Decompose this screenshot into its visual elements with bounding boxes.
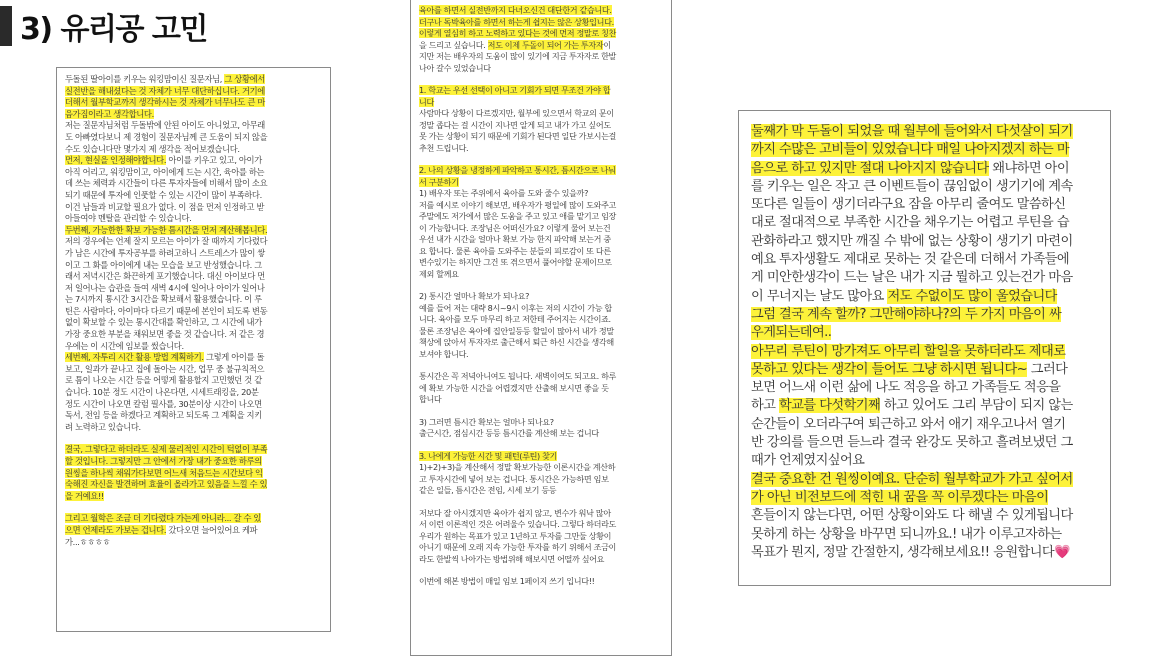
highlighted-text: 그 상황에서 실전반을 해내셨다는 것 자체가 너무 대단하십니다. 거기에 더해서 월부학교까지 생각하시는 것 자체가 너무나도 큰 마 음가짐이라고 생각합니다. (65, 74, 265, 119)
highlighted-text: 저도 수없이도 많이 울었습니다 그럼 결국 계속 할까? 그만해야하나?의 두 가지 마음이 싸 우게되는데여.. 아무리 루틴이 망가져도 아무리 할일을 못하더라도 제대로 못하고 있다는 생각이 들어도 그냥 하시면 됩니다~ (751, 288, 1066, 377)
body-text: 3) 그러면 틈시간 확보는 얼마나 되나요? 출근시간, 점심시간 등등 틈시간를 계산해 보는 겁니다 (419, 416, 599, 438)
body-text: 을 드리고 싶습니다. (419, 39, 488, 50)
body-text: 갔다오면 늘어있어요 케파 가...ㅎㅎㅎㅎ (65, 524, 258, 547)
answer-text-1 (65, 74, 324, 548)
page-title: 3) 유리공 고민 (20, 12, 207, 47)
paragraph-gap (419, 406, 665, 417)
highlighted-text: 저도 이제 두돌이 되어 가는 투자자 (487, 39, 604, 50)
highlighted-text: 결국, 그렇다고 하더라도 실제 물리적인 시간이 턱없이 부족 할 것입니다. 그렇지만 그 안에서 가장 내가 중요한 하루의 원씽을 하나씩 채워가다보면 어느새 처음드는 시간보다 익 숙해진 자신을 발견하며 효율이 올라가고 있음을 느낄 수 있 을 거예요!! (65, 444, 268, 501)
highlighted-text: 2. 나의 상황을 냉정하게 파악하고 통시간, 틈시간으로 나눠 서 구분하기 (419, 165, 616, 187)
body-text: 왜냐하면 아이 를 키우는 일은 작고 큰 이벤트들이 끊임없이 생기기에 계속 또다른 일들이 생기더라구요 잠을 아무리 줄여도 말씀하신 대로 절대적으로 부족한 시간을 채우기는 어렵고 루틴을 습 관화하라고 했지만 깨질 수 밖에 없는 상황이 생기기 마련이 예요 투자생활도 제대로 못하는 것 같은데 더해서 가족들에 게 미안한생각이 드는 날은 내가 지금 뭘하고 있는건가 마음 이 무너지는 날도 많아요 (751, 160, 1073, 304)
body-text: 저보다 잘 아시겠지만 육아가 쉽지 않고, 변수가 워낙 많아 서 이런 이론적인 것은 어려울수 있습니다. 그렇다 하더라도 우리가 원하는 목표가 있고 1년하고 투자를 그만둘 상황이 아니기 때문에 오래 지속 가능한 투자를 하기 위해서 조금이 라도 한발씩 나아가는 방법위해 해보시면 어떨까 싶어요 (419, 507, 617, 564)
body-text: 두돌된 딸아이를 키우는 워킹맘이신 질문자님, (65, 74, 225, 84)
paragraph-gap (419, 565, 665, 576)
paragraph-gap (419, 154, 665, 165)
paragraph-gap (65, 502, 324, 513)
paragraph-gap (65, 433, 324, 444)
body-text: 저의 경우에는 언제 잘지 모르는 아이가 잘 때까지 기다렸다 가 남은 시간에 투자공부를 하려고하니 스트레스가 많이 쌓 이고 그 화를 아이에게 내는 모습을 보고 반성했습니다. 그 래서 저녁시간은 화끈하게 포기했습니다. 대신 아이보다 먼 저 일어나는 습관을 들여 새벽 4시에 일어나 아이가 일어나 는 7시까지 통시간 3시간을 확보해서 활용했습니다. 이 루 틴은 사람마다, 아이마다 다르기 때문에 본인이 되도록 변동 없이 확보할 수 있는 통시간대를 확인하고, 그 시간에 내가 가장 중요한 부분을 채워보면 좋을 것 같습니다. 저 같은 경 우에는 이 시간에 임보를 썼습니다. (65, 236, 268, 351)
answer-card-3 (738, 110, 1111, 586)
highlighted-text: 육아를 하면서 실전반까지 다녀오신건 대단한거 같습니다. 더구나 독박육아를 하면서 하는게 쉽지는 않은 상황입니다. 이렇게 열심히 하고 노력하고 있다는 것에 먼저 정말로 칭찬 (419, 5, 617, 38)
answer-card-1 (56, 67, 331, 632)
highlighted-text: 두번째, 가능한한 확보 가능한 틈시간을 먼저 계산해봅니다. (65, 224, 268, 235)
paragraph-gap (419, 280, 665, 291)
body-text: 그러다 보면 어느새 이런 삶에 나도 적응을 하고 가족들도 적응을 하고 (751, 361, 1068, 414)
highlighted-text: 그리고 월학은 조금 더 기다렸다 가는게 아니라... 갈 수 있 으면 언제라도 가보는 겁니다. (65, 513, 262, 535)
body-text: 사람마다 상황이 다르겠지만, 월부에 있으면서 학교의 문이 정말 좁다는 걸 시간이 지나면 알게 되고 내가 가고 싶어도 못 가는 상황이 되기 때문에 기회가 된다면 일단 가보시는걸 추천 드립니다. (419, 108, 617, 153)
body-text: 이 지만 저는 배우자의 도움이 많이 있기에 지금 투자자로 한발 나아 갈수 있었습니다 (419, 39, 617, 73)
paragraph-gap (419, 440, 665, 451)
paragraph-gap (419, 360, 665, 371)
body-text: 통시간은 꼭 저녁아니여도 됩니다. 새벽이여도 되고요. 하루 에 확보 가능한 시간을 어렵겠지만 산출해 보시면 좋을 듯 합니다 (419, 371, 617, 404)
answer-text-3 (751, 123, 1100, 562)
body-text: 그렇게 아이를 돌 보고, 일과가 끝나고 집에 돌아는 시간, 업무 중 불규칙적으 로 틈이 나오는 시간 등을 어떻게 활용할지 고민했던 것 같 습니다. 10분 정도 시간이 나온다면, 시세트래킹을, 20분 정도 시간이 나오면 칼럼 필사를, 30분이상 시간이 나오면 독서, 전임 등을 하겠다고 계획하고 되도록 그 계획을 지키 려 노력하고 있습니다. (65, 352, 265, 432)
highlighted-text: 3. 나에게 가능한 시간 및 패턴(루틴) 찾기 (419, 450, 558, 461)
body-text: 이번에 해본 방법이 매일 임보 1페이지 쓰기 입니다!! (419, 576, 595, 586)
highlighted-text: 1. 학교는 우선 선택이 아니고 기회가 되면 무조건 가야 합 니다 (419, 85, 611, 107)
body-text: 하고 있어도 그리 부담이 되지 않는 순간들이 오더라구여 퇴근하고 와서 애기 재우고나서 열기 반 강의를 들으면 듣느라 결국 완강도 못하고 흘려보냈던 그 때가 언제였지싶어요 (751, 398, 1073, 469)
highlighted-text: 먼저, 현실을 인정해야합니다. (65, 155, 167, 166)
body-text: 2) 통시간 얼마나 확보가 되나요? 예를 들어 저는 대략 8시~9시 이후는 저의 시간이 가능 합 니다. 육아를 모두 마무리 하고 저한테 주어지는 시간이죠. 물론 조장님은 육아에 집안일등등 할일이 많아서 내가 정말 책상에 앉아서 투자자로 출근해서 퇴근 하신 시간을 생각해 보셔야 합니다. (419, 291, 614, 359)
answer-card-2 (410, 0, 672, 656)
paragraph-gap (419, 74, 665, 85)
body-text: 1)+2)+3)을 계산해서 정말 확보가능한 이론시간을 계산하 고 투자시간에 넣어 보는 겁니다. 통시간은 가능하면 임보 같은 일들, 틈시간은 전임, 시세 보기 등등 (419, 462, 616, 495)
paragraph-gap (419, 497, 665, 508)
highlighted-text: 결국 중요한 건 원씽이예요. 단순히 월부학교가 가고 싶어서 가 아닌 비전보드에 적힌 내 꿈을 꼭 이루겠다는 마음이 (751, 471, 1073, 505)
highlighted-text: 세번째, 자투리 시간 활용 방법 계획하기. (65, 352, 204, 363)
title-accent-bar (0, 6, 12, 46)
body-text: 1) 배우자 또는 주위에서 육아를 도와 줄수 있을까? 저를 예시로 이야기 해보면, 배우자가 평일에 많이 도와주고 주말에도 저가에서 많은 도움을 주고 있고 애를 맡기고 임장 이 가능합니다. 조장님은 어떠신가요? 이렇게 물어 보는건 우선 내가 시간을 얼마나 확보 가능 한지 파악해 보는거 중 요 합니다. 물론 육아를 도와주는 분들의 피로감이 또 다른 변수있기는 하지만 그건 또 겪으면서 풀어야할 문제이므로 제외 할께요 (419, 188, 617, 279)
highlighted-text: 둘째가 막 두돌이 되었을 때 월부에 들어와서 다섯살이 되기 까지 수많은 고비들이 있었습니다 매일 나아지겠지 하는 마 음으로 하고 있지만 절대 나아지지 않습니다 (751, 124, 1073, 176)
highlighted-text: 학교를 다섯학기째 (779, 398, 881, 414)
heart-icon: 💗 (1054, 544, 1071, 560)
body-text: 아이를 키우고 있고, 아이가 아직 어리고, 워킹맘이고, 아이에게 드는 시간, 육아를 하는 데 쓰는 체력과 시간들이 다른 투자자들에 비해서 많이 소요 되기 때문에 투자에 인풋할 수 있는 시간이 많이 부족하다. 이건 남들과 비교할 필요가 없다. 이 점을 먼저 인정하고 받 아들여야 멘탈을 관리할 수 있습니다. (65, 155, 268, 224)
body-text: 저는 질문자님처럼 두돌밖에 안된 아이도 아니었고, 아무래 도 아빠였다보니 제 경험이 질문자님께 큰 도움이 되지 않을 수도 있습니다만 몇가지 제 생각을 적어보겠습니다. (65, 120, 268, 154)
body-text: 흔들이지 않는다면, 어떤 상황이와도 다 해낼 수 있게됩니다 못하게 하는 상황을 바꾸면 되니까요.! 내가 이루고자하는 목표가 뭔지, 정말 간절한지, 생각해보세요!! 응원합니다 (751, 508, 1073, 560)
answer-text-2 (419, 5, 665, 588)
